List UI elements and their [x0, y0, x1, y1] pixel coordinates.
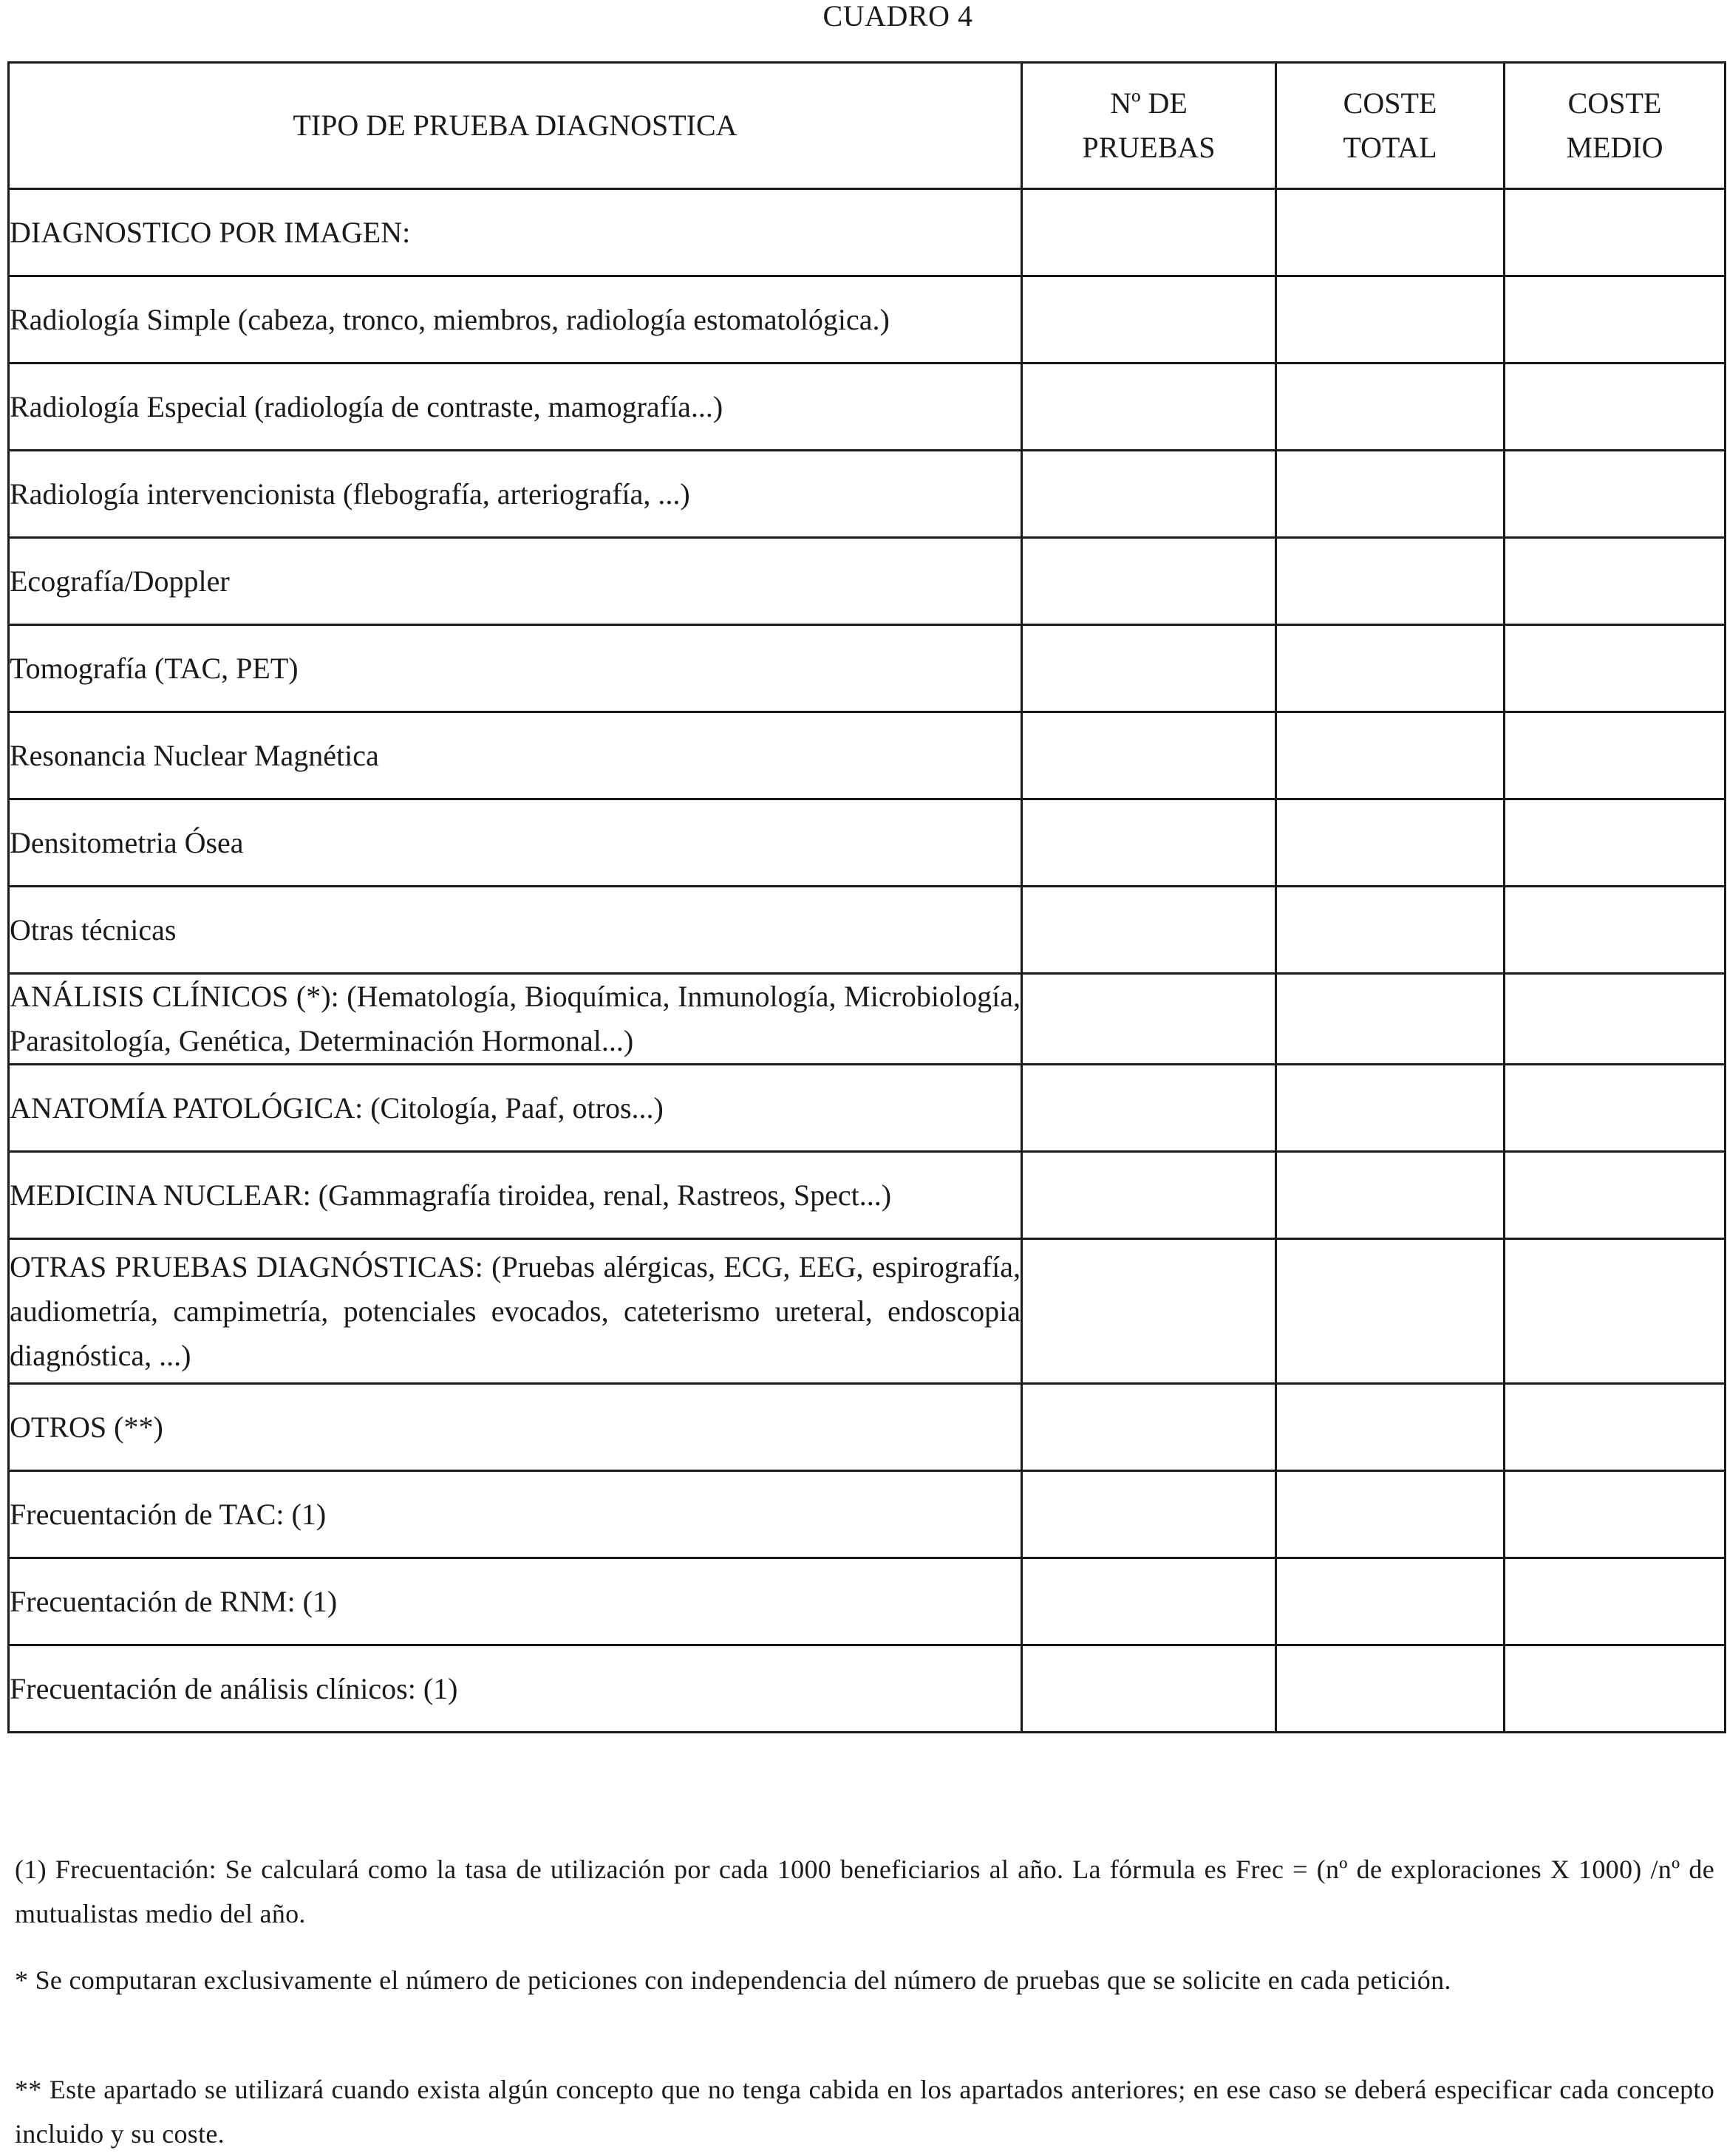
table-row	[9, 799, 1726, 887]
row-label-otras-pruebas-diagnosticas: OTRAS PRUEBAS DIAGNÓSTICAS: (Pruebas alérgicas, ECG, EEG, espirografía, audiometría, campimetría, potenciales evocados, cateterismo ureteral, endoscopia diagnóstica, ...)	[9, 1239, 1022, 1384]
cell-number-of-tests[interactable]	[1022, 1065, 1276, 1152]
cell-average-cost[interactable]	[1505, 189, 1726, 276]
header-number-line1: Nº DE	[1110, 86, 1188, 120]
cell-average-cost[interactable]	[1505, 538, 1726, 625]
cell-number-of-tests[interactable]	[1022, 1152, 1276, 1239]
row-label-frecuentacion-tac: Frecuentación de TAC: (1)	[9, 1471, 1022, 1558]
cell-average-cost[interactable]	[1505, 1471, 1726, 1558]
cell-average-cost[interactable]	[1505, 364, 1726, 451]
header-number-line2: PRUEBAS	[1082, 131, 1216, 164]
cell-average-cost[interactable]	[1505, 1065, 1726, 1152]
cell-average-cost[interactable]	[1505, 625, 1726, 712]
cell-total-cost[interactable]	[1276, 712, 1505, 799]
table-row	[9, 712, 1726, 799]
row-label-tomografia: Tomografía (TAC, PET)	[9, 625, 1022, 712]
footnote-frecuentacion: (1) Frecuentación: Se calculará como la tasa de utilización por cada 1000 beneficiarios al año. La fórmula es Frec = (nº de exploraciones X 1000) /nº de mutualistas medio del año.	[15, 1855, 1714, 1928]
cell-number-of-tests[interactable]	[1022, 799, 1276, 887]
cell-average-cost[interactable]	[1505, 887, 1726, 974]
row-label-analisis-clinicos: ANÁLISIS CLÍNICOS (*): (Hematología, Bioquímica, Inmunología, Microbiología, Parasitología, Genética, Determinación Hormonal...)	[9, 974, 1022, 1065]
page-title: CUADRO 4	[822, 0, 973, 33]
cell-total-cost[interactable]	[1276, 364, 1505, 451]
row-label-radiologia-simple: Radiología Simple (cabeza, tronco, miembros, radiología estomatológica.)	[9, 276, 1022, 364]
cell-total-cost[interactable]	[1276, 799, 1505, 887]
header-total-line1: COSTE	[1343, 86, 1437, 120]
row-label-diagnostico-por-imagen: DIAGNOSTICO POR IMAGEN:	[9, 189, 1022, 276]
cell-number-of-tests[interactable]	[1022, 1645, 1276, 1733]
header-number-of-tests	[1022, 63, 1276, 189]
header-average-cost	[1505, 63, 1726, 189]
row-label-frecuentacion-analisis: Frecuentación de análisis clínicos: (1)	[9, 1645, 1022, 1733]
table-row	[9, 1239, 1726, 1384]
cell-average-cost[interactable]	[1505, 451, 1726, 538]
cell-number-of-tests[interactable]	[1022, 974, 1276, 1065]
cell-average-cost[interactable]	[1505, 1645, 1726, 1733]
cell-total-cost[interactable]	[1276, 625, 1505, 712]
footnote-single-asterisk: * Se computaran exclusivamente el número de peticiones con independencia del número de pruebas que se solicite en cada petición.	[15, 1965, 1451, 1995]
table-row	[9, 1152, 1726, 1239]
header-total-line2: TOTAL	[1343, 131, 1437, 164]
cell-average-cost[interactable]	[1505, 1384, 1726, 1471]
table-row	[9, 451, 1726, 538]
cell-total-cost[interactable]	[1276, 1558, 1505, 1645]
header-total-cost	[1276, 63, 1505, 189]
header-test-type: TIPO DE PRUEBA DIAGNOSTICA	[9, 63, 1022, 189]
table-row	[9, 276, 1726, 364]
cell-total-cost[interactable]	[1276, 887, 1505, 974]
cell-total-cost[interactable]	[1276, 1239, 1505, 1384]
cell-number-of-tests[interactable]	[1022, 364, 1276, 451]
footnote-double-asterisk: ** Este apartado se utilizará cuando exista algún concepto que no tenga cabida en los apartados anteriores; en ese caso se deberá especificar cada concepto incluido y su coste.	[15, 2075, 1714, 2149]
table-row	[9, 538, 1726, 625]
cell-number-of-tests[interactable]	[1022, 712, 1276, 799]
table-row	[9, 625, 1726, 712]
cell-average-cost[interactable]	[1505, 276, 1726, 364]
row-label-radiologia-intervencionista: Radiología intervencionista (flebografía, arteriografía, ...)	[9, 451, 1022, 538]
cell-number-of-tests[interactable]	[1022, 189, 1276, 276]
cell-average-cost[interactable]	[1505, 974, 1726, 1065]
table-row	[9, 364, 1726, 451]
cell-total-cost[interactable]	[1276, 451, 1505, 538]
diagnostic-tests-table	[7, 61, 1726, 1733]
cell-number-of-tests[interactable]	[1022, 1239, 1276, 1384]
cell-total-cost[interactable]	[1276, 1471, 1505, 1558]
row-label-otros: OTROS (**)	[9, 1384, 1022, 1471]
cell-number-of-tests[interactable]	[1022, 1384, 1276, 1471]
cell-average-cost[interactable]	[1505, 1558, 1726, 1645]
table-row	[9, 1558, 1726, 1645]
row-label-frecuentacion-rnm: Frecuentación de RNM: (1)	[9, 1558, 1022, 1645]
table-row	[9, 1065, 1726, 1152]
table-row	[9, 887, 1726, 974]
row-label-radiologia-especial: Radiología Especial (radiología de contraste, mamografía...)	[9, 364, 1022, 451]
cell-average-cost[interactable]	[1505, 1152, 1726, 1239]
table-row	[9, 1471, 1726, 1558]
cell-number-of-tests[interactable]	[1022, 887, 1276, 974]
table-row	[9, 189, 1726, 276]
cell-total-cost[interactable]	[1276, 1152, 1505, 1239]
cell-total-cost[interactable]	[1276, 1384, 1505, 1471]
cell-average-cost[interactable]	[1505, 1239, 1726, 1384]
table-row	[9, 974, 1726, 1065]
cell-number-of-tests[interactable]	[1022, 538, 1276, 625]
row-label-densitometria-osea: Densitometria Ósea	[9, 799, 1022, 887]
cell-number-of-tests[interactable]	[1022, 1558, 1276, 1645]
cell-total-cost[interactable]	[1276, 1645, 1505, 1733]
cell-number-of-tests[interactable]	[1022, 625, 1276, 712]
cell-total-cost[interactable]	[1276, 276, 1505, 364]
cell-number-of-tests[interactable]	[1022, 451, 1276, 538]
cell-total-cost[interactable]	[1276, 974, 1505, 1065]
cell-total-cost[interactable]	[1276, 538, 1505, 625]
header-average-line2: MEDIO	[1566, 131, 1663, 164]
cell-average-cost[interactable]	[1505, 799, 1726, 887]
table-header-row	[9, 63, 1726, 189]
cell-total-cost[interactable]	[1276, 1065, 1505, 1152]
header-average-line1: COSTE	[1567, 86, 1662, 120]
row-label-ecografia-doppler: Ecografía/Doppler	[9, 538, 1022, 625]
cell-number-of-tests[interactable]	[1022, 1471, 1276, 1558]
cell-number-of-tests[interactable]	[1022, 276, 1276, 364]
cell-total-cost[interactable]	[1276, 189, 1505, 276]
table-row	[9, 1384, 1726, 1471]
row-label-otras-tecnicas: Otras técnicas	[9, 887, 1022, 974]
cell-average-cost[interactable]	[1505, 712, 1726, 799]
row-label-resonancia-nuclear: Resonancia Nuclear Magnética	[9, 712, 1022, 799]
table-row	[9, 1645, 1726, 1733]
row-label-medicina-nuclear: MEDICINA NUCLEAR: (Gammagrafía tiroidea, renal, Rastreos, Spect...)	[9, 1152, 1022, 1239]
row-label-anatomia-patologica: ANATOMÍA PATOLÓGICA: (Citología, Paaf, otros...)	[9, 1065, 1022, 1152]
